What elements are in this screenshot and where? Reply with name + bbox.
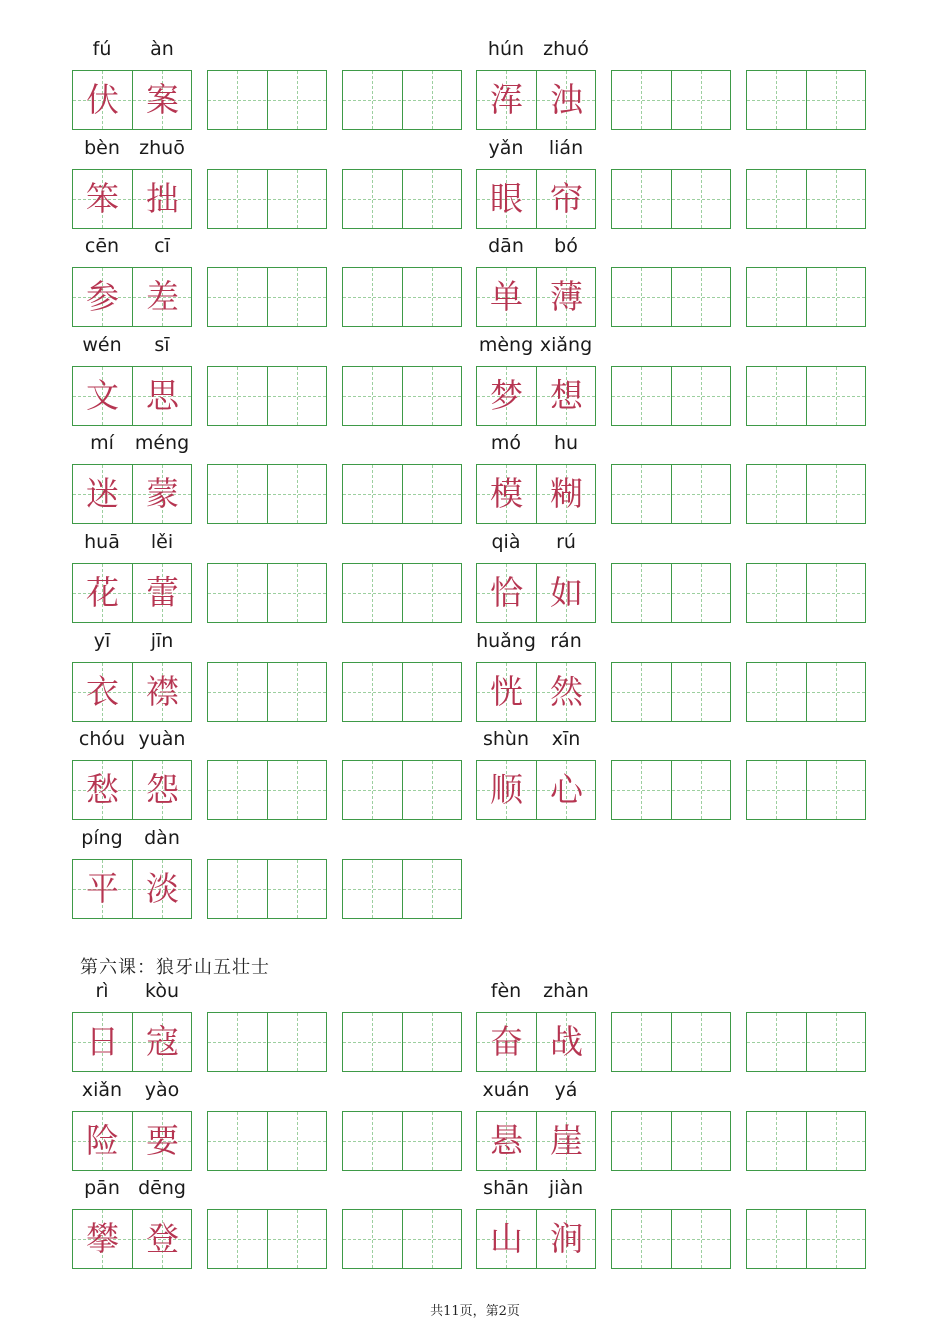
practice-entry (342, 726, 462, 822)
hanzi-character: 心 (550, 770, 583, 809)
hanzi-character: 战 (550, 1022, 583, 1061)
practice-entry (342, 529, 462, 625)
vocab-entry (476, 726, 596, 822)
practice-box[interactable] (746, 464, 866, 524)
pinyin-label: xīn (551, 728, 581, 750)
guide-line (612, 692, 730, 693)
hanzi-character: 攀 (86, 1219, 119, 1258)
hanzi-character: 涧 (550, 1219, 583, 1258)
pinyin-label: bèn (84, 137, 120, 159)
practice-entry (342, 1077, 462, 1173)
model-character-box (476, 464, 596, 524)
vocab-entry (476, 529, 596, 625)
hanzi-character: 然 (550, 672, 583, 711)
practice-entry (746, 1175, 866, 1271)
practice-box[interactable] (611, 70, 731, 130)
practice-box[interactable] (342, 267, 462, 327)
model-character-box (476, 662, 596, 722)
practice-entry (207, 529, 327, 625)
practice-box[interactable] (746, 1012, 866, 1072)
guide-line (612, 1042, 730, 1043)
practice-entry (207, 233, 327, 329)
hanzi-character: 案 (146, 80, 179, 119)
pinyin-label: fèn (490, 980, 522, 1002)
practice-box[interactable] (207, 464, 327, 524)
hanzi-character: 文 (86, 376, 119, 415)
hanzi-character: 差 (146, 277, 179, 316)
guide-line (343, 1239, 461, 1240)
practice-box[interactable] (342, 169, 462, 229)
vocab-entry (72, 1077, 192, 1173)
model-character-box (72, 1111, 192, 1171)
model-character-box (72, 859, 192, 919)
pinyin-label: chóu (78, 728, 126, 750)
hanzi-character: 糊 (550, 474, 583, 513)
vocab-entry (476, 1175, 596, 1271)
guide-line (343, 100, 461, 101)
guide-line (343, 889, 461, 890)
practice-box[interactable] (611, 563, 731, 623)
hanzi-character: 帘 (550, 179, 583, 218)
hanzi-character: 山 (490, 1219, 523, 1258)
pinyin-label: zhuó (543, 38, 589, 60)
pinyin-label: rì (95, 980, 109, 1002)
pinyin-label: lián (548, 137, 584, 159)
model-character-box (72, 563, 192, 623)
guide-line (208, 1042, 326, 1043)
pinyin-label: zhàn (543, 980, 589, 1002)
hanzi-character: 日 (86, 1022, 119, 1061)
practice-entry (207, 726, 327, 822)
practice-box[interactable] (207, 1209, 327, 1269)
practice-box[interactable] (342, 1209, 462, 1269)
hanzi-character: 顺 (490, 770, 523, 809)
vocab-entry (476, 1077, 596, 1173)
guide-line (208, 396, 326, 397)
pinyin-label: bó (554, 235, 578, 257)
pinyin-label: xuán (482, 1079, 530, 1101)
pinyin-label: xiǎng (539, 334, 593, 356)
hanzi-character: 蕾 (146, 573, 179, 612)
practice-entry (342, 135, 462, 231)
hanzi-character: 笨 (86, 179, 119, 218)
pinyin-label: lěi (150, 531, 174, 553)
guide-line (208, 692, 326, 693)
practice-box[interactable] (207, 1012, 327, 1072)
guide-line (747, 100, 865, 101)
practice-entry (207, 430, 327, 526)
model-character-box (476, 1209, 596, 1269)
practice-box[interactable] (207, 1111, 327, 1171)
vocab-entry (476, 135, 596, 231)
practice-entry (611, 233, 731, 329)
pinyin-label: yuàn (138, 728, 186, 750)
pinyin-label: qià (491, 531, 521, 553)
practice-box[interactable] (207, 859, 327, 919)
guide-line (747, 1239, 865, 1240)
practice-box[interactable] (746, 169, 866, 229)
practice-entry (207, 36, 327, 132)
model-character-box (72, 169, 192, 229)
vocab-entry (476, 332, 596, 428)
pinyin-label: sī (154, 334, 170, 356)
practice-entry (207, 135, 327, 231)
guide-line (343, 297, 461, 298)
model-character-box (72, 760, 192, 820)
guide-line (747, 1141, 865, 1142)
guide-line (747, 790, 865, 791)
pinyin-label: pān (84, 1177, 120, 1199)
pinyin-label: yǎn (488, 137, 524, 159)
pinyin-label: yá (554, 1079, 578, 1101)
model-character-box (72, 267, 192, 327)
hanzi-character: 如 (550, 573, 583, 612)
hanzi-character: 伏 (86, 80, 119, 119)
pinyin-label: jiàn (548, 1177, 584, 1199)
vocab-entry (476, 978, 596, 1074)
pinyin-label: shān (483, 1177, 529, 1199)
pinyin-label: zhuō (139, 137, 185, 159)
model-character-box (476, 1012, 596, 1072)
practice-entry (207, 825, 327, 921)
pinyin-label: huā (84, 531, 120, 553)
guide-line (343, 199, 461, 200)
pinyin-label: mó (490, 432, 522, 454)
hanzi-character: 浑 (490, 80, 523, 119)
vocab-entry (72, 430, 192, 526)
practice-box[interactable] (746, 563, 866, 623)
practice-entry (611, 978, 731, 1074)
guide-line (612, 1141, 730, 1142)
hanzi-character: 单 (490, 277, 523, 316)
pinyin-label: hún (487, 38, 525, 60)
model-character-box (72, 366, 192, 426)
pinyin-label: mí (90, 432, 114, 454)
model-character-box (476, 169, 596, 229)
guide-line (208, 1239, 326, 1240)
practice-box[interactable] (611, 662, 731, 722)
guide-line (612, 100, 730, 101)
pinyin-label: píng (81, 827, 123, 849)
hanzi-character: 寇 (146, 1022, 179, 1061)
guide-line (343, 1141, 461, 1142)
practice-box[interactable] (207, 563, 327, 623)
guide-line (747, 494, 865, 495)
practice-entry (342, 978, 462, 1074)
pinyin-label: mèng (478, 334, 534, 356)
model-character-box (476, 563, 596, 623)
practice-entry (342, 430, 462, 526)
vocab-entry (476, 430, 596, 526)
guide-line (612, 297, 730, 298)
practice-entry (611, 1175, 731, 1271)
hanzi-character: 参 (86, 277, 119, 316)
hanzi-character: 思 (146, 376, 179, 415)
pinyin-label: àn (150, 38, 174, 60)
practice-entry (207, 1175, 327, 1271)
guide-line (208, 494, 326, 495)
vocab-entry (72, 978, 192, 1074)
practice-box[interactable] (746, 662, 866, 722)
model-character-box (476, 70, 596, 130)
guide-line (612, 396, 730, 397)
vocab-entry (72, 332, 192, 428)
hanzi-character: 登 (146, 1219, 179, 1258)
practice-entry (611, 628, 731, 724)
pinyin-label: yào (144, 1079, 180, 1101)
practice-entry (342, 332, 462, 428)
practice-entry (611, 1077, 731, 1173)
guide-line (343, 692, 461, 693)
practice-box[interactable] (342, 464, 462, 524)
hanzi-character: 眼 (490, 179, 523, 218)
guide-line (208, 100, 326, 101)
hanzi-character: 模 (490, 474, 523, 513)
model-character-box (72, 1012, 192, 1072)
practice-box[interactable] (746, 760, 866, 820)
practice-entry (746, 529, 866, 625)
lesson-title: 第六课：狼牙山五壮士 (80, 957, 270, 978)
hanzi-character: 梦 (490, 376, 523, 415)
pinyin-label: yī (93, 630, 111, 652)
pinyin-label: rú (556, 531, 576, 553)
practice-box[interactable] (342, 70, 462, 130)
practice-box[interactable] (746, 267, 866, 327)
practice-entry (342, 628, 462, 724)
hanzi-character: 迷 (86, 474, 119, 513)
practice-box[interactable] (342, 1111, 462, 1171)
hanzi-character: 平 (86, 869, 119, 908)
guide-line (343, 494, 461, 495)
practice-entry (746, 36, 866, 132)
hanzi-character: 花 (86, 573, 119, 612)
pinyin-label: jīn (150, 630, 174, 652)
practice-box[interactable] (611, 267, 731, 327)
practice-entry (746, 1077, 866, 1173)
guide-line (612, 790, 730, 791)
guide-line (208, 297, 326, 298)
practice-entry (746, 233, 866, 329)
practice-box[interactable] (207, 662, 327, 722)
guide-line (747, 593, 865, 594)
pinyin-label: rán (550, 630, 582, 652)
model-character-box (476, 267, 596, 327)
pinyin-label: huǎng (476, 630, 536, 652)
guide-line (208, 889, 326, 890)
practice-box[interactable] (342, 760, 462, 820)
practice-entry (611, 430, 731, 526)
guide-line (747, 199, 865, 200)
vocab-entry (72, 233, 192, 329)
practice-entry (746, 726, 866, 822)
model-character-box (72, 70, 192, 130)
practice-entry (342, 233, 462, 329)
model-character-box (476, 366, 596, 426)
hanzi-character: 崖 (550, 1121, 583, 1160)
hanzi-character: 悬 (490, 1121, 523, 1160)
practice-box[interactable] (342, 563, 462, 623)
pinyin-label: cī (154, 235, 170, 257)
hanzi-character: 愁 (86, 770, 119, 809)
practice-box[interactable] (611, 464, 731, 524)
hanzi-character: 拙 (146, 179, 179, 218)
guide-line (343, 1042, 461, 1043)
practice-box[interactable] (207, 70, 327, 130)
guide-line (208, 199, 326, 200)
guide-line (612, 494, 730, 495)
practice-entry (746, 332, 866, 428)
vocab-entry (476, 628, 596, 724)
hanzi-character: 恰 (490, 573, 523, 612)
vocab-entry (72, 825, 192, 921)
practice-entry (611, 36, 731, 132)
practice-entry (611, 529, 731, 625)
guide-line (747, 396, 865, 397)
vocab-entry (476, 36, 596, 132)
practice-box[interactable] (611, 366, 731, 426)
pinyin-label: fú (92, 38, 112, 60)
guide-line (747, 297, 865, 298)
practice-box[interactable] (746, 1209, 866, 1269)
practice-entry (611, 726, 731, 822)
guide-line (343, 593, 461, 594)
practice-box[interactable] (342, 1012, 462, 1072)
practice-box[interactable] (207, 366, 327, 426)
hanzi-character: 薄 (550, 277, 583, 316)
practice-box[interactable] (342, 366, 462, 426)
guide-line (612, 1239, 730, 1240)
practice-entry (207, 628, 327, 724)
practice-entry (342, 825, 462, 921)
guide-line (747, 692, 865, 693)
practice-entry (207, 978, 327, 1074)
pinyin-label: shùn (482, 728, 530, 750)
hanzi-character: 襟 (146, 672, 179, 711)
hanzi-character: 蒙 (146, 474, 179, 513)
guide-line (612, 593, 730, 594)
model-character-box (476, 1111, 596, 1171)
practice-box[interactable] (746, 1111, 866, 1171)
model-character-box (72, 464, 192, 524)
practice-entry (611, 135, 731, 231)
vocab-entry (72, 628, 192, 724)
practice-box[interactable] (207, 169, 327, 229)
vocab-entry (72, 135, 192, 231)
practice-box[interactable] (342, 662, 462, 722)
pinyin-label: wén (82, 334, 122, 356)
pinyin-label: dēng (138, 1177, 186, 1199)
model-character-box (476, 760, 596, 820)
pinyin-label: kòu (145, 980, 179, 1002)
page-footer: 共11页，第2页 (430, 1304, 520, 1319)
practice-box[interactable] (746, 70, 866, 130)
hanzi-character: 衣 (86, 672, 119, 711)
practice-entry (611, 332, 731, 428)
pinyin-label: dàn (144, 827, 180, 849)
practice-entry (746, 135, 866, 231)
hanzi-character: 怨 (146, 770, 179, 809)
pinyin-label: méng (134, 432, 190, 454)
practice-box[interactable] (611, 1209, 731, 1269)
hanzi-character: 淡 (146, 869, 179, 908)
practice-entry (207, 332, 327, 428)
pinyin-label: dān (488, 235, 524, 257)
pinyin-label: xiǎn (81, 1079, 123, 1101)
practice-box[interactable] (746, 366, 866, 426)
practice-entry (342, 36, 462, 132)
hanzi-character: 奋 (490, 1022, 523, 1061)
practice-box[interactable] (611, 1012, 731, 1072)
pinyin-label: cēn (84, 235, 120, 257)
hanzi-character: 想 (550, 376, 583, 415)
practice-box[interactable] (611, 760, 731, 820)
practice-entry (746, 430, 866, 526)
hanzi-character: 要 (146, 1121, 179, 1160)
practice-entry (746, 628, 866, 724)
vocab-entry (72, 36, 192, 132)
vocab-entry (72, 1175, 192, 1271)
hanzi-character: 险 (86, 1121, 119, 1160)
practice-entry (746, 978, 866, 1074)
practice-box[interactable] (611, 169, 731, 229)
practice-box[interactable] (207, 267, 327, 327)
practice-entry (342, 1175, 462, 1271)
guide-line (747, 1042, 865, 1043)
vocab-entry (72, 726, 192, 822)
pinyin-label: hu (553, 432, 579, 454)
guide-line (343, 396, 461, 397)
guide-line (208, 1141, 326, 1142)
hanzi-character: 恍 (490, 672, 523, 711)
hanzi-character: 浊 (550, 80, 583, 119)
guide-line (343, 790, 461, 791)
vocab-entry (72, 529, 192, 625)
model-character-box (72, 1209, 192, 1269)
vocab-entry (476, 233, 596, 329)
practice-box[interactable] (611, 1111, 731, 1171)
guide-line (612, 199, 730, 200)
guide-line (208, 593, 326, 594)
model-character-box (72, 662, 192, 722)
practice-box[interactable] (207, 760, 327, 820)
practice-entry (207, 1077, 327, 1173)
guide-line (208, 790, 326, 791)
practice-box[interactable] (342, 859, 462, 919)
